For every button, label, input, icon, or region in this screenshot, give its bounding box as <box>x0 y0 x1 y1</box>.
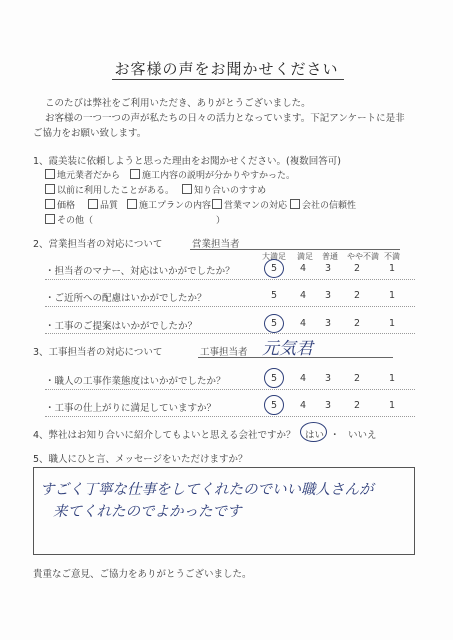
scale-satisfied: 満足 <box>297 252 313 261</box>
rating-2[interactable]: 2 <box>353 263 361 274</box>
q1-question: 1、霞美装に依頼しようと思った理由をお聞かせください。(複数回答可) <box>33 156 341 167</box>
q2-item-1: ・担当者のマナー、対応はいかがでしたか？ <box>45 266 235 277</box>
option-label: 施工内容の説明が分かりやすかった。 <box>142 171 296 181</box>
checkbox[interactable] <box>88 199 98 209</box>
intro-line-3: ご協力をお願い致します。 <box>33 128 147 139</box>
q2-item-3: ・工事のご提案はいかがでしたか？ <box>45 321 198 332</box>
rating-1[interactable]: 1 <box>388 290 396 301</box>
rating-5[interactable]: 5 <box>270 290 278 301</box>
q3-item-2: ・工事の仕上がりに満足していますか？ <box>45 403 217 414</box>
row-divider <box>45 416 415 417</box>
checkbox[interactable] <box>130 169 140 179</box>
answer-no[interactable]: いいえ <box>348 430 377 441</box>
row-divider <box>45 333 415 334</box>
rating-5[interactable]: 5 <box>270 318 278 329</box>
closing-text: 貴重なご意見、ご協力をありがとうございました。 <box>33 569 252 580</box>
selected-rating-circle <box>264 395 284 415</box>
q2-question: 2、営業担当者の対応について <box>33 239 163 250</box>
option-label: 品質 <box>100 201 119 211</box>
rating-4[interactable]: 4 <box>299 318 307 329</box>
checkbox[interactable] <box>45 184 55 194</box>
q1-option-4[interactable] <box>182 183 266 196</box>
checkbox[interactable] <box>212 199 222 209</box>
q1-option-10[interactable] <box>45 213 93 226</box>
intro-line-1: このたびは弊社をご利用いただき、ありがとうございました。 <box>45 98 311 109</box>
scale-very-satisfied: 大満足 <box>262 252 286 261</box>
handwritten-staff-name: 元気君 <box>262 339 313 359</box>
selected-answer-circle <box>300 422 327 442</box>
q1-close-paren: ） <box>216 216 226 226</box>
q1-option-1[interactable] <box>45 168 120 181</box>
option-label: 営業マンの対応 <box>224 201 288 211</box>
q3-item-1: ・職人の工事作業態度はいかがでしたか？ <box>45 376 226 387</box>
checkbox[interactable] <box>127 199 137 209</box>
rating-3[interactable]: 3 <box>324 373 332 384</box>
rating-2[interactable]: 2 <box>353 290 361 301</box>
rating-4[interactable]: 4 <box>299 263 307 274</box>
option-label: その他（ <box>57 216 94 226</box>
q1-option-3[interactable] <box>45 183 174 196</box>
rating-2[interactable]: 2 <box>353 373 361 384</box>
rating-1[interactable]: 1 <box>388 263 396 274</box>
checkbox[interactable] <box>45 169 55 179</box>
rating-5[interactable]: 5 <box>270 373 278 384</box>
checkbox[interactable] <box>45 199 55 209</box>
selected-rating-circle <box>264 368 284 388</box>
q2-person-line[interactable] <box>190 249 400 250</box>
option-label: 知り合いのすすめ <box>194 186 267 196</box>
q1-option-8[interactable] <box>212 198 287 211</box>
row-divider <box>45 389 415 390</box>
checkbox[interactable] <box>45 214 55 224</box>
row-divider <box>45 306 415 307</box>
handwritten-message-line-1: すごく丁寧な仕事をしてくれたのでいい職人さんが <box>40 482 374 498</box>
option-label: 会社の信頼性 <box>302 201 357 211</box>
rating-4[interactable]: 4 <box>299 290 307 301</box>
rating-5[interactable]: 5 <box>270 263 278 274</box>
q3-person-label: 工事担当者 <box>200 347 248 358</box>
rating-4[interactable]: 4 <box>299 373 307 384</box>
option-label: 施工プランの内容 <box>139 201 212 211</box>
title-underline <box>112 79 344 80</box>
answer-yes[interactable]: はい <box>305 430 325 441</box>
rating-3[interactable]: 3 <box>324 290 332 301</box>
q2-item-2: ・ご近所への配慮はいかがでしたか？ <box>45 293 207 304</box>
q4-question: 4、弊社はお知り合いに紹介してもよいと思える会社ですか？ <box>33 430 296 441</box>
scale-dissatisfied: 不満 <box>384 252 400 261</box>
rating-2[interactable]: 2 <box>353 400 361 411</box>
q1-option-5[interactable] <box>45 198 75 211</box>
checkbox[interactable] <box>182 184 192 194</box>
rating-4[interactable]: 4 <box>299 400 307 411</box>
option-label: 価格 <box>57 201 76 211</box>
q1-option-2[interactable] <box>130 168 295 181</box>
option-label: 地元業者だから <box>57 171 121 181</box>
rating-3[interactable]: 3 <box>324 400 332 411</box>
scale-slightly-dissatisfied: やや不満 <box>347 252 379 261</box>
q1-option-9[interactable] <box>290 198 356 211</box>
rating-5[interactable]: 5 <box>270 400 278 411</box>
rating-3[interactable]: 3 <box>324 263 332 274</box>
row-divider <box>45 279 415 280</box>
intro-line-2: お客様の一つ一つの声が私たちの日々の活力となっています。下記アンケートに是非 <box>45 113 405 124</box>
rating-1[interactable]: 1 <box>388 373 396 384</box>
page-title: お客様の声をお聞かせください <box>114 60 339 78</box>
handwritten-message-line-2: 来てくれたのでよかったです <box>53 504 242 520</box>
rating-2[interactable]: 2 <box>353 318 361 329</box>
rating-3[interactable]: 3 <box>324 318 332 329</box>
q5-question: 5、職人にひと言、メッセージをいただけますか？ <box>33 454 248 465</box>
q1-option-7[interactable] <box>127 198 211 211</box>
q3-person-line[interactable] <box>198 357 393 358</box>
rating-1[interactable]: 1 <box>388 400 396 411</box>
answer-separator: ・ <box>330 430 340 441</box>
selected-rating-circle <box>264 314 284 333</box>
rating-1[interactable]: 1 <box>388 318 396 329</box>
checkbox[interactable] <box>290 199 300 209</box>
scale-normal: 普通 <box>322 252 338 261</box>
q2-person-label: 営業担当者 <box>192 239 240 250</box>
q3-question: 3、工事担当者の対応について <box>33 347 163 358</box>
selected-rating-circle <box>264 259 284 278</box>
q1-option-6[interactable] <box>88 198 118 211</box>
option-label: 以前に利用したことがある。 <box>57 186 175 196</box>
